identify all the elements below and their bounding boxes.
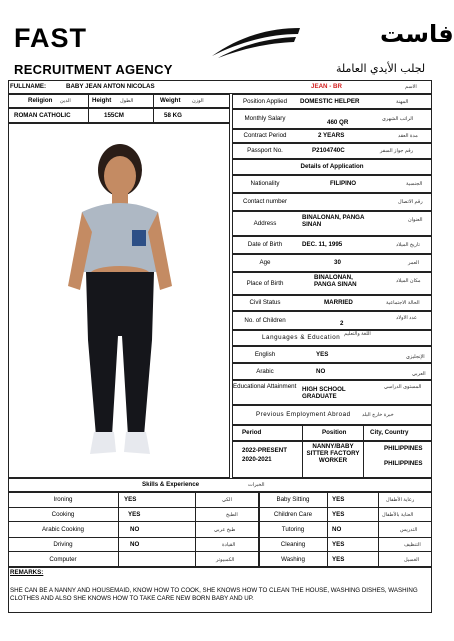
height-arabic-label: الطول (120, 98, 134, 104)
brand-subtitle: RECRUITMENT AGENCY (14, 62, 173, 77)
employment-country-label: City, Country (370, 429, 409, 437)
place-of-birth-arabic-label: مكان الميلاد (396, 278, 421, 284)
religion-arabic-label: الدين (60, 98, 71, 104)
english-label: English (254, 350, 276, 358)
skill-cleaning-value: YES (332, 540, 345, 548)
languages-title-arabic: اللغة والتعليم (344, 331, 371, 337)
nationality-label: Nationality (250, 180, 280, 188)
skill-arabic-cooking-arabic: طبخ عربي (214, 526, 236, 533)
arabic-arabic-label: العربي (412, 371, 426, 377)
brand-name-arabic: فاست (380, 20, 454, 48)
remarks-text: SHE CAN BE A NANNY AND HOUSEMAID, KNOW HOW TO COOK, SHE KNOWS HOW TO CLEAN THE HOUSE, WASHING DISHES, WASHING CLOTHES AND ALSO SHE KNOWS HOW TO TAKE CARE NEW BORN BABY AND UP. (10, 587, 418, 603)
skill-arabic-cooking-label: Arabic Cooking (42, 525, 84, 533)
application-title: Details of Application (232, 159, 432, 175)
skill-computer-label: Computer (49, 555, 77, 563)
contract-arabic-label: مدة العقد (398, 133, 418, 139)
children-label: No. of Children (244, 316, 286, 324)
civil-status-label: Civil Status (249, 299, 281, 307)
skill-washing-label: Washing (281, 555, 305, 563)
passport-arabic-label: رقم جواز السفر (380, 148, 414, 154)
skill-cleaning-label: Cleaning (280, 540, 306, 548)
weight-arabic-label: الوزن (192, 98, 204, 104)
name-arabic-label: الاسم (405, 84, 417, 90)
skills-title: Skills & Experience (142, 481, 200, 489)
employment-position-value: NANNY/BABY SITTER FACTORY WORKER (306, 443, 360, 465)
languages-title: Languages & Education (262, 334, 341, 342)
skill-ironing-label: Ironing (53, 495, 73, 503)
english-value: YES (316, 350, 329, 358)
religion-label: Religion (28, 97, 53, 105)
skill-cooking-label: Cooking (51, 510, 75, 518)
place-of-birth-value: BINALONAN, PANGA SINAN (314, 274, 357, 289)
salary-label: Monthly Salary (244, 115, 286, 123)
skill-driving-label: Driving (53, 540, 73, 548)
skill-tutoring-value: NO (332, 525, 342, 533)
contract-value: 2 YEARS (318, 132, 345, 140)
brand-name: FAST (14, 23, 88, 53)
fullname-label: FULLNAME: (10, 83, 47, 91)
skills-title-arabic: الخبرات (248, 482, 265, 488)
remarks-label: REMARKS: (10, 569, 44, 576)
skill-tutoring-label: Tutoring (281, 525, 305, 533)
employment-position-label: Position (322, 429, 347, 437)
civil-status-value: MARRIED (324, 299, 353, 307)
passport-label: Passport No. (247, 147, 283, 155)
brand-subtitle-arabic: لجلب الأيدي العاملة (336, 62, 426, 75)
position-arabic-label: المهنة (396, 98, 409, 105)
short-name: JEAN - BR (311, 83, 342, 91)
weight-label: Weight (160, 97, 181, 105)
position-value: DOMESTIC HELPER (300, 97, 360, 105)
skill-tutoring-arabic: التدريس (400, 526, 418, 533)
address-value: BINALONAN, PANGA SINAN (302, 214, 365, 229)
date-of-birth-value: DEC. 11, 1995 (302, 241, 343, 249)
nationality-arabic-label: الجنسية (406, 181, 423, 187)
employment-period-label: Period (242, 429, 262, 437)
children-arabic-label: عدد الاولاد (396, 315, 417, 321)
education-label: Educational Attainment (233, 383, 297, 390)
skill-washing-value: YES (332, 555, 345, 563)
employment-title-arabic: خبرة خارج البلد (362, 412, 394, 418)
height-label: Height (92, 97, 112, 105)
age-value: 30 (334, 259, 341, 267)
applicant-photo (60, 136, 180, 476)
address-label: Address (253, 219, 277, 227)
skill-computer-arabic: الكمبيوتر (216, 556, 235, 563)
arabic-label: Arabic (256, 367, 274, 375)
skill-cooking-value: YES (128, 510, 141, 518)
skill-children-care-arabic: العناية بالأطفال (382, 511, 414, 518)
date-of-birth-arabic-label: تاريخ الميلاد (396, 242, 420, 248)
employment-period-value: 2022-PRESENT 2020-2021 (242, 447, 288, 464)
skill-children-care-value: YES (332, 510, 345, 518)
contact-number-arabic-label: رقم الاتصال (398, 199, 423, 205)
date-of-birth-label: Date of Birth (247, 241, 283, 249)
skill-baby-sitting-arabic: رعاية الأطفال (386, 496, 415, 503)
skill-driving-value: NO (130, 540, 140, 548)
position-label: Position Applied (242, 97, 288, 105)
height-value: 155CM (104, 111, 124, 119)
skill-driving-arabic: القيادة (222, 541, 236, 548)
skill-ironing-arabic: الكي (222, 496, 232, 503)
fullname-value: BABY JEAN ANTON NICOLAS (66, 83, 155, 91)
skills-title-row (8, 478, 432, 492)
arabic-value: NO (316, 367, 326, 375)
place-of-birth-label: Place of Birth (246, 279, 284, 287)
agency-logo-swoosh-icon (210, 22, 302, 60)
religion-value: ROMAN CATHOLIC (14, 111, 71, 119)
skill-cooking-arabic: الطبخ (226, 511, 238, 518)
address-arabic-label: العنوان (408, 217, 423, 223)
employment-title: Previous Employment Abroad (256, 411, 351, 419)
contact-number-label: Contact number (242, 198, 288, 206)
education-value: HIGH SCHOOL GRADUATE (302, 386, 346, 401)
civil-status-arabic-label: الحالة الاجتماعية (386, 300, 420, 306)
skill-baby-sitting-value: YES (332, 495, 345, 503)
english-arabic-label: الإنجليزي (406, 354, 425, 360)
skill-arabic-cooking-value: NO (130, 525, 140, 533)
skill-cleaning-arabic: التنظيف (404, 541, 421, 548)
employment-country-value: PHILIPPINES PHILIPPINES (384, 445, 423, 467)
skill-washing-arabic: الغسيل (404, 556, 420, 563)
education-arabic-label: المستوى الدراسي (384, 384, 422, 390)
nationality-value: FILIPINO (330, 180, 357, 188)
weight-value: 58 KG (164, 111, 182, 119)
children-value: 2 (340, 320, 344, 327)
age-arabic-label: العمر (408, 260, 419, 266)
skill-baby-sitting-label: Baby Sitting (276, 495, 310, 503)
age-label: Age (259, 259, 271, 267)
skill-children-care-label: Children Care (273, 510, 313, 518)
salary-arabic-label: الراتب الشهري (382, 116, 414, 122)
skill-ironing-value: YES (124, 495, 137, 503)
passport-value: P2104740C (312, 147, 345, 155)
salary-value: 460 QR (327, 119, 349, 126)
contract-label: Contract Period (243, 132, 287, 140)
